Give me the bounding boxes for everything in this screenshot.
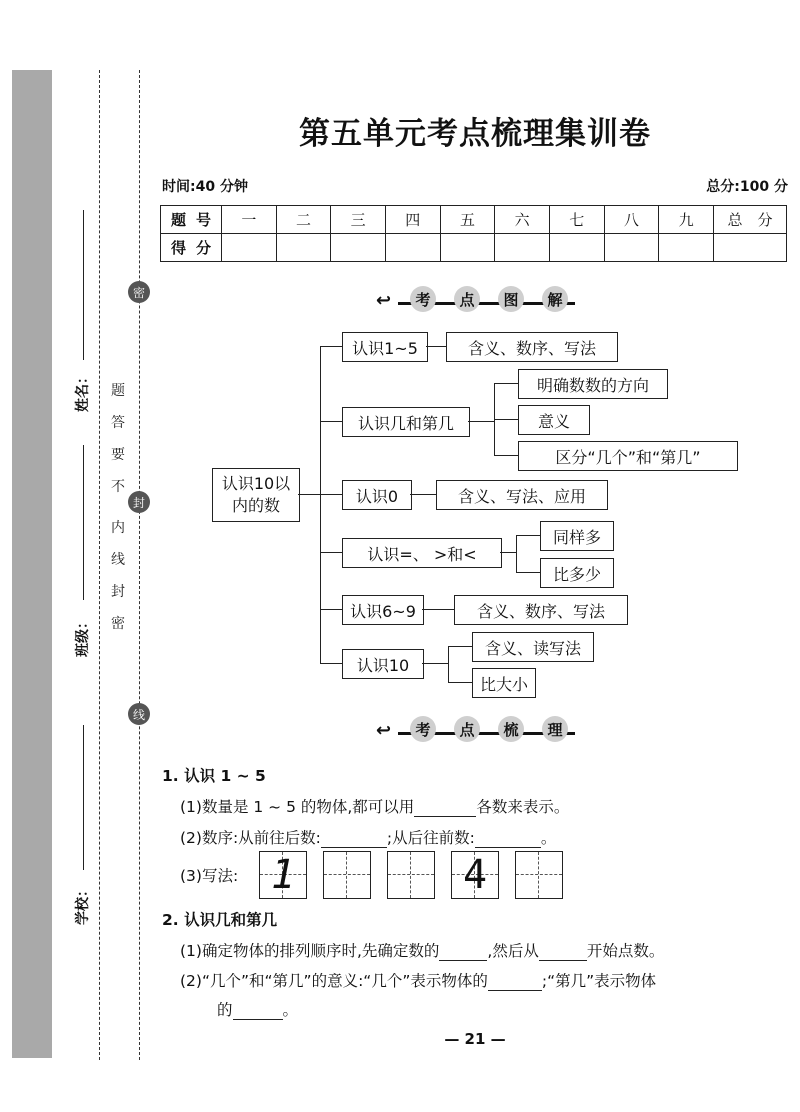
q-text: 。 (282, 1001, 299, 1019)
banner-char: 梳 (498, 716, 524, 742)
connector (320, 609, 342, 610)
score-cell[interactable] (714, 234, 787, 262)
score-col: 九 (659, 206, 714, 234)
mindmap-leaf: 含义、数序、写法 (454, 595, 628, 625)
connector (494, 419, 518, 420)
connector (494, 455, 518, 456)
seal-text-char: 线 (111, 552, 125, 568)
mindmap-branch: 认识0 (342, 480, 412, 510)
score-row-head: 得分 (161, 234, 222, 262)
answer-blank[interactable] (414, 802, 476, 817)
writing-grid[interactable] (387, 851, 435, 899)
score-cell[interactable] (331, 234, 386, 262)
seal-text-char: 内 (111, 520, 125, 536)
score-table (160, 205, 787, 262)
q-text: 。 (540, 829, 557, 847)
section-1-q1 (180, 795, 569, 817)
writing-grid[interactable] (323, 851, 371, 899)
section-2-q2-cont (217, 998, 298, 1020)
q-text: ,然后从 (487, 942, 539, 960)
score-col: 二 (276, 206, 331, 234)
connector (500, 552, 516, 553)
section-2-heading: 2. 认识几和第几 (162, 911, 278, 929)
seal-text-char: 题 (111, 383, 125, 399)
score-col: 八 (604, 206, 659, 234)
total-score: 总分:100 分 (706, 179, 788, 195)
q-text: 各数来表示。 (476, 798, 570, 816)
score-cell[interactable] (276, 234, 331, 262)
connector (516, 535, 540, 536)
mindmap-leaf: 比大小 (472, 668, 536, 698)
mindmap-root-line1: 认识10以 (221, 474, 291, 493)
page-number: — 21 — (444, 1030, 506, 1048)
seal-text-char: 不 (111, 479, 125, 495)
section-2-q1 (180, 939, 664, 961)
name-line (83, 210, 84, 360)
connector (448, 682, 472, 683)
mindmap-root (212, 468, 300, 522)
time-limit: 时间:40 分钟 (162, 179, 248, 195)
class-label: 班级： (75, 615, 91, 657)
banner-char: 点 (454, 286, 480, 312)
connector (320, 552, 342, 553)
score-cell[interactable] (604, 234, 659, 262)
connector (448, 646, 449, 682)
section-1-heading: 1. 认识 1 ~ 5 (162, 767, 266, 785)
answer-blank[interactable] (233, 1005, 283, 1020)
writing-grid[interactable] (259, 851, 307, 899)
score-table-header-row (161, 206, 787, 234)
seal-text-char: 封 (111, 584, 125, 600)
section-2-q2 (180, 969, 656, 991)
mindmap-leaf: 明确数数的方向 (518, 369, 668, 399)
arrow-icon: ↩ (376, 290, 392, 311)
section-1-q2 (180, 826, 556, 848)
connector (320, 494, 342, 495)
banner-char: 理 (542, 716, 568, 742)
q-text: (1)确定物体的排列顺序时,先确定数的 (180, 942, 440, 960)
banner-char: 考 (410, 286, 436, 312)
score-table-head: 题号 (161, 206, 222, 234)
banner-char: 解 (542, 286, 568, 312)
score-cell[interactable] (659, 234, 714, 262)
connector (320, 421, 342, 422)
answer-blank[interactable] (488, 976, 542, 991)
writing-example: 1 (270, 852, 296, 898)
fold-line-left (99, 70, 100, 1060)
connector (320, 663, 342, 664)
name-label: 姓名： (75, 370, 91, 412)
mindmap-leaf: 比多少 (540, 558, 614, 588)
writing-example: 4 (462, 852, 488, 898)
q-text: 开始点数。 (586, 942, 665, 960)
connector (410, 494, 436, 495)
connector (468, 421, 494, 422)
seal-mark-mi: 密 (128, 281, 150, 303)
q-text: (2)“几个”和“第几”的意义:“几个”表示物体的 (180, 972, 488, 990)
class-line (83, 445, 84, 600)
seal-text-char: 要 (111, 447, 125, 463)
mindmap-branch: 认识几和第几 (342, 407, 470, 437)
score-cell[interactable] (222, 234, 277, 262)
connector (320, 346, 342, 347)
score-table-score-row (161, 234, 787, 262)
score-col-total: 总 分 (714, 206, 787, 234)
q-text: ;“第几”表示物体 (541, 972, 657, 990)
connector (426, 346, 446, 347)
score-cell[interactable] (549, 234, 604, 262)
seal-text-char: 答 (111, 415, 125, 431)
q-text: (1)数量是 1 ~ 5 的物体,都可以用 (180, 798, 415, 816)
mindmap-branch: 认识6~9 (342, 595, 424, 625)
q-text: ;从后往前数: (386, 829, 475, 847)
mindmap-branch: 认识=、 >和< (342, 538, 502, 568)
connector (516, 535, 517, 572)
connector (448, 646, 472, 647)
mindmap-branch: 认识1~5 (342, 332, 428, 362)
banner-review (370, 716, 575, 744)
writing-grid[interactable] (515, 851, 563, 899)
mindmap-root-line2: 内的数 (231, 496, 280, 515)
banner-char: 考 (410, 716, 436, 742)
connector (422, 609, 454, 610)
score-col: 七 (549, 206, 604, 234)
score-cell[interactable] (495, 234, 550, 262)
seal-mark-xian: 线 (128, 703, 150, 725)
connector (516, 572, 540, 573)
seal-mark-feng: 封 (128, 491, 150, 513)
score-cell[interactable] (440, 234, 495, 262)
banner-char: 图 (498, 286, 524, 312)
page-title: 第五单元考点梳理集训卷 (299, 116, 651, 152)
arrow-icon: ↩ (376, 720, 392, 741)
answer-blank[interactable] (321, 833, 387, 848)
mindmap-branch: 认识10 (342, 649, 424, 679)
score-cell[interactable] (385, 234, 440, 262)
seal-text-char: 密 (111, 616, 125, 632)
answer-blank[interactable] (439, 946, 487, 961)
binding-margin (12, 70, 52, 1058)
score-col: 一 (222, 206, 277, 234)
score-col: 五 (440, 206, 495, 234)
mindmap-leaf: 意义 (518, 405, 590, 435)
score-col: 六 (495, 206, 550, 234)
connector (320, 346, 321, 663)
school-line (83, 725, 84, 870)
banner-char: 点 (454, 716, 480, 742)
fold-line-right (139, 70, 140, 1060)
q-text: 的 (217, 1001, 233, 1019)
connector (422, 663, 448, 664)
school-label: 学校： (75, 883, 91, 925)
answer-blank[interactable] (539, 946, 587, 961)
q-text: (2)数序:从前往后数: (180, 829, 321, 847)
banner-diagram (370, 286, 575, 314)
connector (298, 494, 320, 495)
mindmap-leaf: 同样多 (540, 521, 614, 551)
score-col: 四 (385, 206, 440, 234)
answer-blank[interactable] (475, 833, 541, 848)
mindmap-leaf: 区分“几个”和“第几” (518, 441, 738, 471)
mindmap-leaf: 含义、写法、应用 (436, 480, 608, 510)
writing-grid[interactable] (451, 851, 499, 899)
connector (494, 383, 518, 384)
score-col: 三 (331, 206, 386, 234)
mindmap-leaf: 含义、读写法 (472, 632, 594, 662)
section-1-q3: (3)写法: (180, 867, 239, 885)
mindmap-leaf: 含义、数序、写法 (446, 332, 618, 362)
